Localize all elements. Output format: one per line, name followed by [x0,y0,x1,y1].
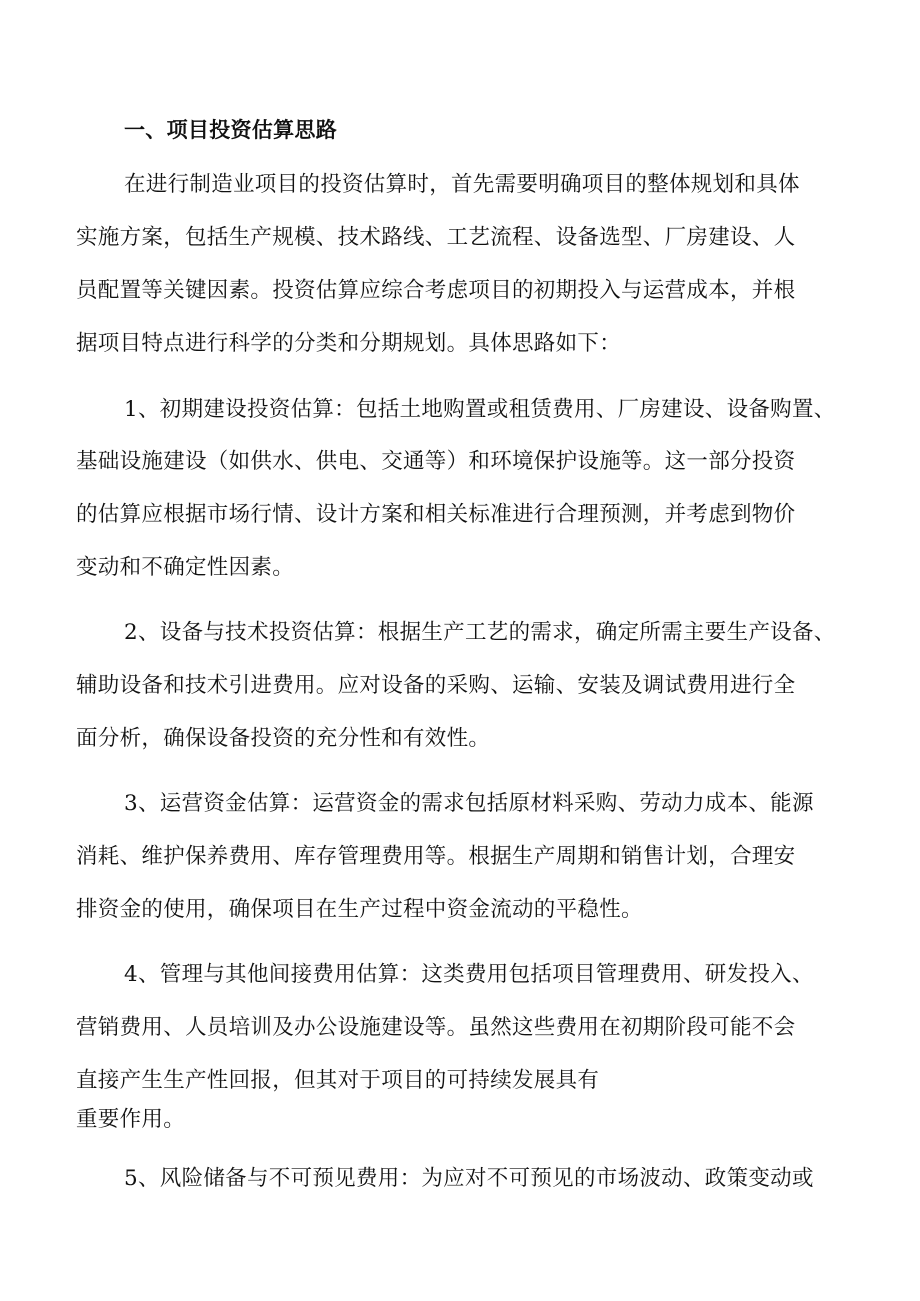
paragraph-line: 辅助设备和技术引进费用。应对设备的采购、运输、安装及调试费用进行全 [76,673,796,698]
paragraph-line: 直接产生生产性回报，但其对于项目的可持续发展具有 [76,1068,600,1093]
paragraph-line: 重要作用。 [76,1107,186,1132]
paragraph-line: 排资金的使用，确保项目在生产过程中资金流动的平稳性。 [76,897,643,922]
paragraph-line: 的估算应根据市场行情、设计方案和相关标准进行合理预测，并考虑到物价 [76,502,796,527]
paragraph-line: 基础设施建设（如供水、供电、交通等）和环境保护设施等。这一部分投资 [76,449,796,474]
paragraph-line: 5、风险储备与不可预见费用：为应对不可预见的市场波动、政策变动或 [124,1166,814,1191]
paragraph-line: 1、初期建设投资估算：包括土地购置或租赁费用、厂房建设、设备购置、 [124,397,836,422]
paragraph-line: 员配置等关键因素。投资估算应综合考虑项目的初期投入与运营成本，并根 [76,278,796,303]
paragraph-line: 3、运营资金估算：运营资金的需求包括原材料采购、劳动力成本、能源 [124,791,814,816]
paragraph-line: 实施方案，包括生产规模、技术路线、工艺流程、设备选型、厂房建设、人 [76,225,796,250]
paragraph-line: 消耗、维护保养费用、库存管理费用等。根据生产周期和销售计划，合理安 [76,844,796,869]
paragraph-line: 4、管理与其他间接费用估算：这类费用包括项目管理费用、研发投入、 [124,962,814,987]
paragraph-line: 2、设备与技术投资估算：根据生产工艺的需求，确定所需主要生产设备、 [124,620,836,645]
paragraph-line: 在进行制造业项目的投资估算时，首先需要明确项目的整体规划和具体 [124,172,800,197]
paragraph-line: 据项目特点进行科学的分类和分期规划。具体思路如下： [76,331,622,356]
paragraph-line: 变动和不确定性因素。 [76,555,295,580]
paragraph-line: 面分析，确保设备投资的充分性和有效性。 [76,726,491,751]
paragraph-line: 营销费用、人员培训及办公设施建设等。虽然这些费用在初期阶段可能不会 [76,1015,796,1040]
section-heading: 一、项目投资估算思路 [124,118,337,142]
